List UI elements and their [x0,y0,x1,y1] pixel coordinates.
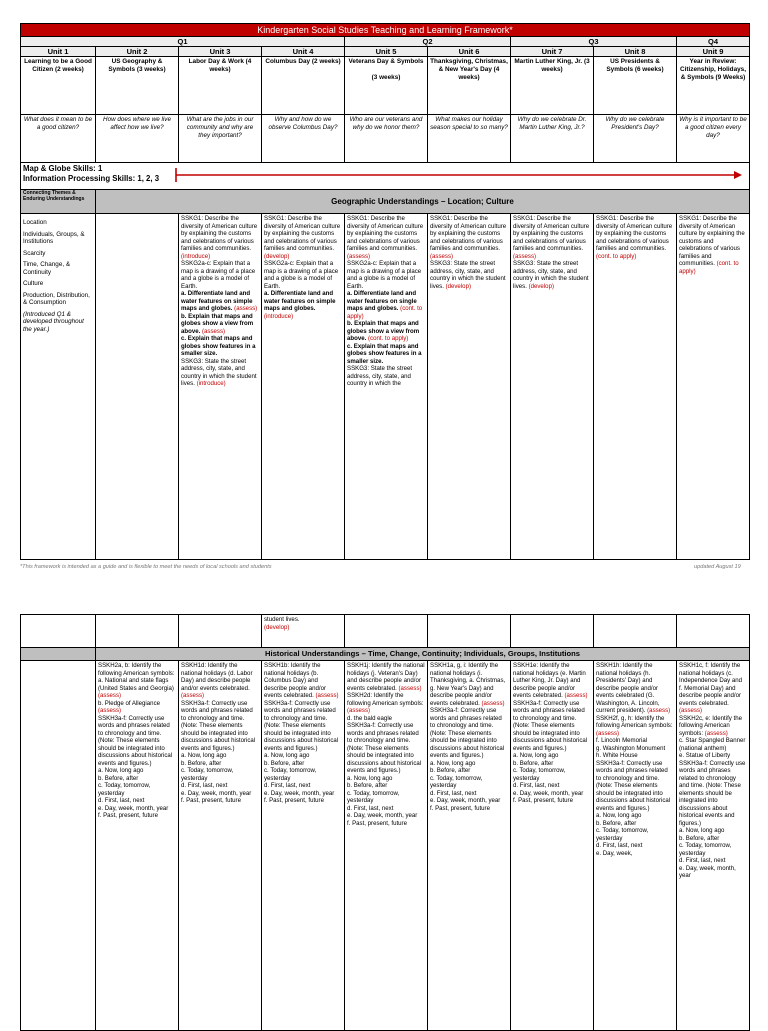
standard-line [430,662,508,707]
standard-line [347,215,425,260]
standard-text: c. Explain that maps and globes show features in a smaller size. [347,342,422,365]
standard-line [679,857,747,865]
unit-topic: Martin Luther King, Jr. (3 weeks) [511,57,594,115]
assessment-tag: (assess) [347,252,371,260]
standard-text: e. Day, week, month, year [513,789,584,797]
standard-line [513,752,591,760]
standard-text: a. Differentiate land and water features on simple maps and globes. [181,290,253,312]
standard-text: SSKH3a-f: Correctly use words and phrases related to chronology and time. (Note: These elements should be integrated into discussions about historical events and figures.) [430,707,505,759]
assessment-tag: (assess) [430,252,454,260]
standard-line [596,820,674,828]
standard-text: SSKH3a-f: Correctly use words and phrases related to chronology and time. (Note: These elements should be integrated into discussions about historical events and figures.) [347,722,422,774]
standard-line [264,790,342,798]
unit-topic: Veterans Day & Symbols (3 weeks) [345,57,428,115]
standard-line [181,215,259,253]
standard-line [513,215,591,260]
continued-cell [428,615,511,648]
standard-line [513,782,591,790]
framework-page-2 [20,614,749,1031]
standard-text: c. Today, tomorrow, yesterday [264,767,317,782]
standard-line [679,215,747,275]
standard-text: SSKH3a-f: Correctly use words and phrases related to chronology and time. (Note: These elements should be integrated into discussions about historical events and figures.) [513,699,588,752]
assessment-tag: (assess) [181,692,205,699]
standard-text: b. Explain that maps and globes show a view from above. [181,312,254,335]
standard-line [596,737,674,745]
standard-text: SSKG2a-c: Explain that a map is a drawing of a place and a globe is a model of Earth. [264,260,339,290]
standard-line [513,700,591,753]
standard-line [181,662,259,700]
standard-line [430,260,508,290]
assessment-tag: (assess) [679,707,703,714]
essential-question: Why do we celebrate President's Day? [594,115,677,163]
standard-text: e. Day, week, month, year [347,812,418,819]
theme-item: Culture [23,280,44,287]
standard-text: b. Before, after [430,767,471,774]
standard-line [347,290,425,320]
standard-text: b. Before, after [513,759,554,767]
geographic-standard-cell [96,214,179,560]
standard-line [181,290,259,313]
standard-line [98,715,176,768]
standard-line [347,805,425,813]
standard-line [596,745,674,753]
standard-line [430,790,508,798]
essential-question: What does it mean to be a good citizen? [21,115,96,163]
continued-standard-cell [262,615,345,648]
continued-cell [179,615,262,648]
standard-text: d. First, last, next [347,804,394,812]
geographic-standard-cell [594,214,677,560]
unit-topic: US Geography & Symbols (3 weeks) [96,57,179,115]
historical-standard-cell [428,661,511,1031]
framework-table-continued [20,614,750,1031]
standard-text: SSKH3a-f: Correctly use words and phrases related to chronology and time. (Note: These elements should be integrated into discussions about historical events and figures.) [98,714,173,767]
standard-line [430,797,508,805]
unit-topic: Columbus Day (2 weeks) [262,57,345,115]
standard-text: e. Day, week, month, year [430,797,501,804]
standard-text: b. Before, after [181,759,222,767]
essential-question: Why and how do we observe Columbus Day? [262,115,345,163]
standard-text: SSKG1: Describe the diversity of American culture by explaining the customs and celebrations of various families and communities. [181,215,258,252]
quarter-header: Q4 [677,37,750,47]
arrow-icon [174,167,744,183]
standard-text: a. Differentiate land and water features on single maps and globes. [347,290,417,312]
standard-text: f. Lincoln Memorial [596,737,648,744]
standard-line [98,797,176,805]
unit-header: Unit 2 [96,47,179,57]
standard-line [679,760,747,828]
footer-note: *This framework is intended as a guide and is flexible to meet the needs of local schools and students [20,564,272,570]
assessment-tag: (introduce) [264,312,294,320]
standard-line [98,782,176,797]
standard-text: SSKH1e: Identify the national holidays (e. Martin Luther King, Jr. Day) and describe people and/or events celebrated. [513,662,586,699]
unit-header: Unit 5 [345,47,428,57]
framework-table [20,23,750,560]
historical-standard-cell [594,661,677,1031]
assessment-tag: (assess) [596,729,620,737]
standard-text: d. First, last, next [264,782,311,789]
assessment-tag: (cont. to apply) [347,305,423,320]
continued-cell [21,615,96,648]
quarter-header: Q2 [345,37,511,47]
standard-text: a. Now, long ago [98,767,144,774]
standard-text: g. Washington Monument [596,744,666,752]
standard-text: SSKH2c, e: Identify the following American symbols: [679,714,743,737]
standard-line [679,835,747,843]
themes-cell-blank [21,661,96,1031]
skills-row [21,163,750,190]
continued-text: student lives. [264,616,300,623]
assessment-tag: (assess) [347,707,371,714]
theme-item: Location [23,219,47,226]
standard-text: a. Now, long ago [430,759,476,767]
standard-line [347,790,425,805]
framework-title: Kindergarten Social Studies Teaching and Learning Framework* [21,24,750,37]
standard-line [98,677,176,700]
standard-text: SSKG3: State the street address, city, state, and country in which the student lives. [181,357,257,387]
standard-line [98,775,176,783]
standard-text: SSKH2a, b: Identify the following American symbols: [98,662,175,677]
standard-line [430,767,508,775]
standard-line [430,760,508,768]
standard-text: c. Today, tomorrow, yesterday [513,767,566,782]
standard-line [264,313,342,321]
standard-text: d. First, last, next [596,842,643,849]
standard-line [347,812,425,820]
assessment-tag: (assess) [704,729,728,737]
standard-line [430,215,508,260]
standard-line [264,215,342,260]
connecting-themes-blank [21,648,96,661]
standard-text: SSKH3a-f: Correctly use words and phrases related to chronology and time. (Note: These elements should be integrated into discussions about historical events and figures.) [264,699,339,752]
standard-text: SSKG1: Describe the diversity of American culture by explaining the customs and celebrations of various families and communities. [596,215,673,252]
geographic-standard-cell [677,214,750,560]
assessment-tag: (assess) [481,699,505,707]
unit-topic: US Presidents & Symbols (6 weeks) [594,57,677,115]
standard-line [596,752,674,760]
standard-text: SSKH2f, g, h: Identify the following American symbols: [596,714,673,729]
standard-text: c. Today, tomorrow, yesterday [347,789,400,804]
standard-line [98,662,176,677]
standard-line [264,290,342,313]
standard-text: f. Past, present, future [264,797,324,804]
standard-line [347,715,425,723]
standard-text: c. Star Spangled Banner (national anthem) [679,737,746,752]
standard-text: SSKH1d: Identify the national holidays (d. Labor Day) and describe people and/or events celebrated. [181,662,253,692]
standard-text: e. Day, week, month, year [264,789,335,797]
standard-line [264,797,342,805]
standard-text: SSKH1c, f: Identify the national holidays (c. Independence Day and f. Memorial Day) and describe people and/or events celebrated. [679,662,743,707]
standard-line [679,752,747,760]
standard-text: SSKH2d: Identify the following American symbols: [347,692,424,707]
standard-text: SSKH1j: Identify the national holidays (j. Veteran's Day) and describe people and/or events celebrated. [347,662,425,692]
standard-line [513,260,591,290]
standard-text: SSKG1: Describe the diversity of American culture by explaining the customs and celebrations of various families and communities. [264,215,341,252]
standard-text: a. Now, long ago [596,812,642,819]
theme-item: Time, Change, & Continuity [23,261,71,276]
standard-text: b. Before, after [596,819,637,827]
assessment-tag: (introduce) [196,380,226,387]
standard-line [347,320,425,343]
standard-line [347,722,425,775]
standard-text: e. Day, week, month, year [679,864,736,879]
essential-question: How does where we live affect how we live? [96,115,179,163]
essential-question: Why is it important to be a good citizen every day? [677,115,750,163]
standard-text: c. Today, tomorrow, yesterday [181,767,234,782]
standard-line [98,805,176,813]
standard-text: d. First, last, next [679,857,726,864]
info-processing-skills: Information Processing Skills: 1, 2, 3 [23,174,160,183]
assessment-tag: (assess) [98,692,122,699]
historical-standard-cell [262,661,345,1031]
standard-line [430,707,508,760]
standard-text: a. Now, long ago [513,752,559,759]
historical-standard-cell [677,661,750,1031]
standard-line [181,790,259,798]
historical-standard-cell [345,661,428,1031]
continued-cell [677,615,750,648]
unit-header: Unit 1 [21,47,96,57]
standard-line [513,662,591,700]
standard-line [98,700,176,715]
standard-line [679,842,747,857]
map-globe-skills: Map & Globe Skills: 1 [23,164,103,173]
standard-line [264,260,342,290]
standard-text: d. First, last, next [98,797,145,804]
assessment-tag: (cont. to apply) [368,335,409,342]
standard-line [98,767,176,775]
continued-cell [511,615,594,648]
standard-line [181,260,259,290]
assessment-tag: (develop) [528,282,554,290]
standard-text: e. Day, week, [596,849,633,857]
standard-text: e. Statue of Liberty [679,752,731,759]
standard-line [679,662,747,715]
connecting-themes-label: Connecting Themes & Enduring Understandings [21,190,96,214]
assessment-tag: (assess) [98,707,122,714]
standard-line [181,752,259,760]
standard-text: a. Differentiate land and water features on simple maps and globes. [264,290,336,312]
unit-topic: Year in Review: Citizenship, Holidays, & Symbols (9 Weeks) [677,57,750,115]
standard-line [347,820,425,828]
standard-text: SSKG3: State the street address, city, state, and country in which the student lives. [513,260,589,290]
assessment-tag: (assess) [234,305,258,312]
standard-text: f. Past, present, future [513,797,573,804]
historical-standard-cell [511,661,594,1031]
standard-text: SSKG3: State the street address, city, state, and country in which the [347,365,413,387]
standard-text: SSKH3a-f: Correctly use words and phrases related to chronology and time. (Note: These elements should be integrated into discussions about historical events and figures.) [679,759,746,827]
geographic-standard-cell [179,214,262,560]
geographic-standard-cell [428,214,511,560]
themes-cell [21,214,96,560]
unit-topic: Learning to be a Good Citizen (2 weeks) [21,57,96,115]
standard-text: e. Day, week, month, year [98,804,169,812]
standard-line [596,827,674,842]
standard-line [596,760,674,813]
essential-question: Why do we celebrate Dr. Martin Luther King, Jr.? [511,115,594,163]
standard-line [347,775,425,783]
standard-text: f. Past, present, future [181,797,241,804]
standard-text: d. First, last, next [430,789,477,797]
framework-page-1 [20,23,749,560]
unit-header: Unit 9 [677,47,750,57]
standard-text: d. First, last, next [181,782,228,789]
assessment-tag: (assess) [513,252,537,260]
standard-line [679,737,747,752]
standard-line [679,865,747,880]
standard-line [513,767,591,782]
standard-line [264,752,342,760]
standard-text: b. Before, after [679,834,720,842]
unit-header: Unit 3 [179,47,262,57]
standard-line [347,662,425,692]
standard-text: SSKH3a-f: Correctly use words and phrases related to chronology and time. (Note: These elements should be integrated into discussions about historical events and figures.) [596,759,671,812]
standard-text: b. Before, after [98,774,139,782]
standard-line [181,767,259,782]
standard-line [513,790,591,798]
standard-line [347,782,425,790]
footer-updated: updated August 19 [694,564,741,570]
unit-header: Unit 7 [511,47,594,57]
geographic-standard-cell [511,214,594,560]
standard-text: SSKH1a, g, i: Identify the national holidays (i. Thanksgiving, a. Christmas, g. New Year's Day) and describe people and/or events celebrated. [430,662,506,707]
standard-line [347,260,425,290]
standard-text: SSKH1b: Identify the national holidays (b. Columbus Day) and describe people and/or events celebrated. [264,662,326,699]
standard-line [347,365,425,388]
standard-text: c. Today, tomorrow, yesterday [596,827,649,842]
standard-line [679,827,747,835]
standard-text: a. Now, long ago [181,752,227,759]
standard-line [264,760,342,768]
quarter-header: Q1 [21,37,345,47]
standard-text: d. the bald eagle [347,714,393,722]
standard-text: SSKG2a-c: Explain that a map is a drawing of a place and a globe is a model of Earth. [347,260,422,290]
standard-text: SSKG1: Describe the diversity of American culture by explaining the customs and celebrations of various families and communities. [347,215,424,252]
assessment-tag: (develop) [264,252,290,260]
standard-text: b. Before, after [264,759,305,767]
standard-line [264,782,342,790]
standard-text: a. Now, long ago [679,827,725,834]
continued-tag: (develop) [264,623,290,631]
assessment-tag: (assess) [202,327,226,335]
standard-text: SSKH1h: Identify the national holidays (h. Presidents' Day) and describe people and/or events celebrated (G. Washington, A. Lincoln, current president). [596,662,660,714]
unit-topic: Labor Day & Work (4 weeks) [179,57,262,115]
essential-question: Who are our veterans and why do we honor them? [345,115,428,163]
standard-text: c. Today, tomorrow, yesterday [430,774,483,789]
essential-question: What makes our holiday season special to so many? [428,115,511,163]
standard-text: f. Past, present, future [347,819,407,827]
standard-line [513,797,591,805]
geographic-understandings-header: Geographic Understandings – Location; Culture [96,190,750,214]
continued-cell [96,615,179,648]
unit-header: Unit 4 [262,47,345,57]
standard-line [596,842,674,850]
themes-note: (Introduced Q1 & developed throughout the year.) [23,310,84,333]
standard-line [181,760,259,768]
standard-line [181,700,259,753]
theme-item: Production, Distribution, & Consumption [23,291,90,306]
standard-line [264,700,342,753]
standard-line [181,313,259,336]
unit-header: Unit 8 [594,47,677,57]
standard-text: SSKH3a-f: Correctly use words and phrases related to chronology and time. (Note: These elements should be integrated into discussions about historical events and figures.) [181,699,256,752]
standard-text: a. Now, long ago [347,774,393,782]
standard-text: e. Day, week, month, year [181,789,252,797]
standard-text: a. National and state flags (United States and Georgia) [98,677,174,692]
standard-line [181,358,259,388]
standard-line [264,662,342,700]
assessment-tag: (assess) [398,684,422,692]
continued-cell [594,615,677,648]
standard-text: SSKG2a-c: Explain that a map is a drawing of a place and a globe is a model of Earth. [181,260,256,290]
standard-line [181,335,259,358]
essential-question: What are the jobs in our community and why are they important? [179,115,262,163]
assessment-tag: (assess) [647,707,671,714]
standard-text: h. White House [596,752,638,759]
continued-cell [345,615,428,648]
geographic-standard-cell [345,214,428,560]
standard-text: c. Today, tomorrow, yesterday [679,842,732,857]
theme-item: Individuals, Groups, & Institutions [23,230,85,245]
standard-line [430,775,508,790]
standard-line [596,662,674,715]
standard-line [347,692,425,715]
assessment-tag: (develop) [445,282,471,290]
standard-text: SSKG1: Describe the diversity of American culture by explaining the customs and celebrations of various families and communities. [679,215,745,267]
assessment-tag: (assess) [564,692,588,699]
standard-text: SSKG3: State the street address, city, state, and country in which the student lives. [430,260,506,290]
standard-text: c. Today, tomorrow, yesterday [98,782,151,797]
standard-line [430,805,508,813]
standard-text: f. Past, present, future [98,812,158,819]
standard-text: a. Now, long ago [264,752,310,759]
historical-understandings-header: Historical Understandings – Time, Change, Continuity; Individuals, Groups, Institutions [96,648,750,661]
standard-line [264,767,342,782]
theme-item: Scarcity [23,249,46,257]
assessment-tag: (assess) [315,692,339,699]
assessment-tag: (cont. to apply) [596,252,637,260]
standard-line [513,760,591,768]
standard-line [347,343,425,366]
standard-text: b. Before, after [347,782,388,789]
standard-line [596,850,674,858]
standard-text: c. Explain that maps and globes show features in a smaller size. [181,335,256,357]
standard-text: b. Pledge of Allegiance [98,699,160,707]
standard-line [181,253,259,261]
standard-text: SSKG1: Describe the diversity of American culture by explaining the customs and celebrations of various families and communities. [513,215,590,252]
standard-line [596,715,674,738]
standard-line [181,797,259,805]
geographic-standard-cell [262,214,345,560]
standard-line [181,782,259,790]
standard-text: d. First, last, next [513,782,560,789]
standard-line [596,215,674,260]
standard-line [98,812,176,820]
standard-text: SSKG1: Describe the diversity of American culture by explaining the customs and celebrations of various families and communities. [430,215,507,252]
quarter-header: Q3 [511,37,677,47]
unit-header: Unit 6 [428,47,511,57]
unit-topic: Thanksgiving, Christmas, & New Year's Day (4 weeks) [428,57,511,115]
historical-standard-cell [96,661,179,1031]
standard-text: b. Explain that maps and globes show a view from above. [347,320,420,342]
assessment-tag: (cont. to apply) [679,260,739,275]
historical-standard-cell [179,661,262,1031]
standard-line [596,812,674,820]
assessment-tag: (introduce) [181,252,211,260]
standard-text: f. Past, present, future [430,804,490,812]
standard-line [679,715,747,738]
